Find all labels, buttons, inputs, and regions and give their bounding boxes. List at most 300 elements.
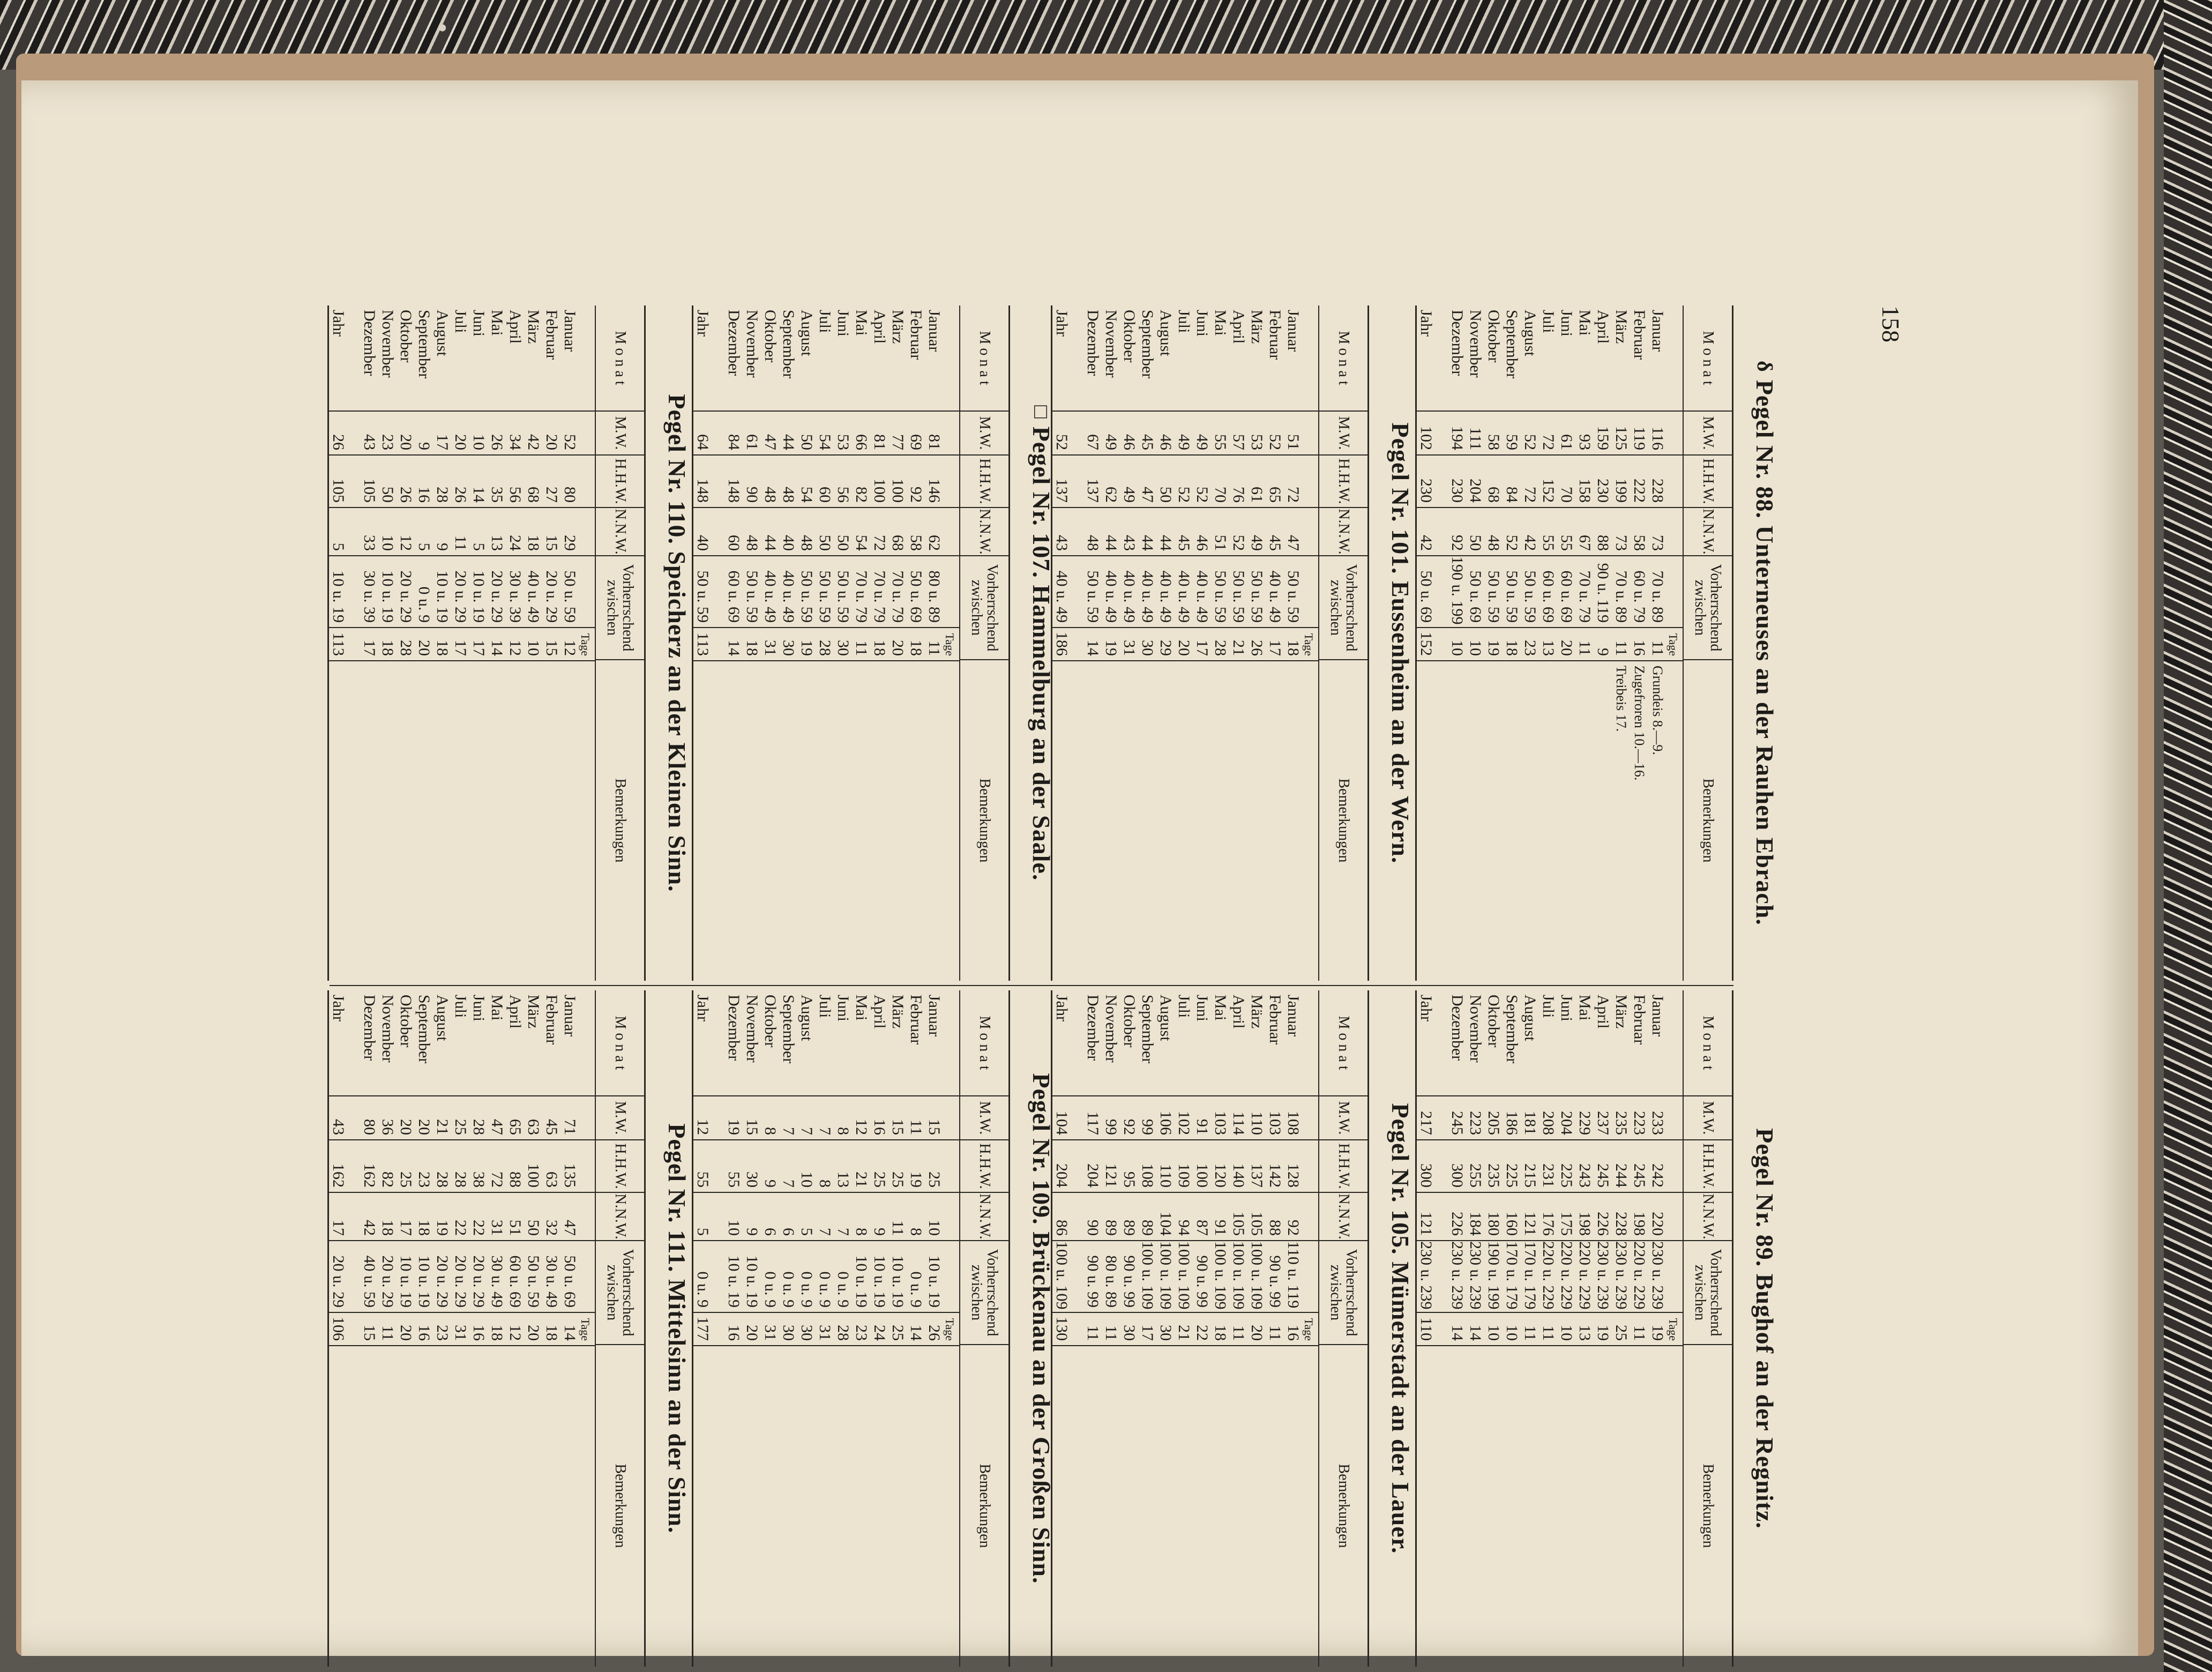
col-tage — [1052, 628, 1318, 661]
cell-value: 92 — [907, 487, 925, 503]
cell-month: Januar — [1649, 310, 1667, 352]
gauge-table-88 — [1415, 305, 1779, 981]
header-spacer — [579, 556, 592, 627]
cell-month: März — [889, 995, 907, 1029]
cell-month: Mai — [1212, 310, 1229, 336]
cell-value: 19 — [1594, 1325, 1612, 1341]
col-monat — [1417, 990, 1683, 1096]
cell-value: 72 — [1284, 487, 1302, 503]
cell-value: 230 — [1417, 479, 1435, 503]
cell-value: 90 u. 99 — [1193, 1255, 1211, 1308]
page-number: 158 — [1877, 305, 1904, 342]
cell-value: 16 — [470, 1325, 488, 1341]
cell-value: 190 u. 199 — [1448, 556, 1466, 625]
header-spacer — [1667, 508, 1679, 555]
cell-value: 50 u. 59 — [816, 570, 834, 623]
cell-month: Mai — [1576, 310, 1594, 336]
table-body — [693, 305, 959, 981]
table-body — [1417, 990, 1683, 1667]
cell-value: 40 u. 49 — [761, 570, 779, 623]
cell-value: 11 — [452, 535, 469, 551]
cell-value: 40 u. 49 — [1053, 570, 1071, 623]
header-spacer — [943, 990, 956, 1095]
cell-value: 11 — [889, 1220, 907, 1236]
col-tage — [1417, 1313, 1683, 1346]
col-mw — [1417, 1096, 1683, 1140]
cell-value: 10 — [379, 535, 397, 551]
header-spacer — [579, 1241, 592, 1312]
cell-value: 14 — [907, 1325, 925, 1341]
cell-value: 243 — [1576, 1163, 1594, 1188]
table-body — [693, 990, 959, 1667]
cell-value: 109 — [1175, 1163, 1193, 1188]
cell-value: 55 — [1212, 434, 1229, 450]
cell-value: 7 — [834, 1228, 852, 1236]
header-nnw: N.N.W. — [1684, 508, 1732, 556]
header-spacer — [943, 456, 956, 507]
cell-value: 9 — [871, 1228, 888, 1236]
row-gap — [712, 1140, 724, 1192]
cell-value: 117 — [1084, 1111, 1102, 1135]
header-spacer — [1667, 305, 1679, 410]
cell-month: Januar — [1284, 310, 1302, 352]
cell-value: 8 — [761, 1127, 779, 1135]
cell-value: 100 — [1193, 1163, 1211, 1188]
cell-value: 31 — [488, 1220, 506, 1236]
col-nnw — [1417, 508, 1683, 556]
cell-value: 44 — [1102, 535, 1120, 551]
cell-value: 38 — [470, 1171, 488, 1188]
header-spacer — [579, 412, 592, 454]
cell-value: 90 u. 99 — [1084, 1255, 1102, 1308]
cell-value: 30 — [1157, 1325, 1175, 1341]
cell-month: Januar — [925, 995, 943, 1037]
cell-value: 30 — [1120, 1325, 1138, 1341]
table-header-row — [1318, 990, 1367, 1667]
cell-value: 28 — [434, 487, 451, 503]
cell-value: 204 — [1558, 1111, 1575, 1135]
cell-value: 47 — [1284, 535, 1302, 551]
cell-value: 61 — [743, 434, 761, 450]
cell-value: 51 — [1212, 535, 1229, 551]
cell-value: 19 — [907, 1171, 925, 1188]
cell-value: 102 — [1417, 426, 1435, 450]
cell-value: 225 — [1558, 1163, 1575, 1188]
cell-value: 16 — [415, 487, 433, 503]
cell-value: 17 — [470, 640, 488, 656]
cell-value: 10 — [525, 640, 542, 656]
cell-value: 16 — [1631, 640, 1648, 656]
cell-value: 30 — [1139, 640, 1156, 656]
cell-value: 125 — [1612, 426, 1630, 450]
cell-value: 9 — [743, 1228, 761, 1236]
cell-value: 89 — [1102, 1220, 1120, 1236]
cell-value: 47 — [561, 1220, 579, 1236]
cell-value: 19 — [434, 1220, 451, 1236]
cell-value: 60 u. 79 — [1631, 570, 1648, 623]
cell-value: 43 — [361, 434, 378, 450]
header-spacer — [1667, 556, 1679, 627]
cell-value: 22 — [452, 1220, 469, 1236]
cell-value: 24 — [871, 1325, 888, 1341]
cell-value: 25 — [397, 1171, 415, 1188]
cell-value: 72 — [871, 535, 888, 551]
cell-value: 30 u. 39 — [361, 570, 378, 623]
cell-value: 48 — [1084, 535, 1102, 551]
cell-value: 26 — [1248, 640, 1266, 656]
cell-value: 7 — [780, 1127, 797, 1135]
cell-value: 13 — [488, 535, 506, 551]
cell-month: September — [1503, 310, 1521, 379]
cell-value: 67 — [1084, 434, 1102, 450]
cell-value: 11 — [925, 640, 943, 656]
cell-value: 50 — [834, 535, 852, 551]
col-tage — [329, 628, 595, 661]
header-nnw: N.N.W. — [596, 508, 644, 556]
gauge-title-text: Pegel Nr. 88. Unterneuses an der Rauhen Ebrach. — [1751, 379, 1779, 925]
cell-value: 199 — [1612, 479, 1630, 503]
gauge-title — [1010, 305, 1074, 981]
cell-value: 46 — [1157, 434, 1175, 450]
gauge-title-text: Pegel Nr. 111. Mittelsinn an der Sinn. — [663, 1123, 691, 1534]
cell-value: 50 u. 59 — [561, 570, 579, 623]
header-spacer — [1667, 1140, 1679, 1192]
cell-value: 8 — [853, 1228, 870, 1236]
cell-value: 121 — [1521, 1212, 1539, 1236]
cell-value: 20 — [743, 1325, 761, 1341]
cell-value: 13 — [1540, 640, 1557, 656]
cell-value: 25 — [871, 1171, 888, 1188]
cell-value: 70 — [1558, 487, 1575, 503]
cell-value: 90 u. 99 — [1266, 1255, 1284, 1308]
cell-value: 65 — [506, 1119, 524, 1135]
cell-value: 90 u. 99 — [1120, 1255, 1138, 1308]
cell-month: März — [525, 310, 542, 344]
cell-value: 92 — [1448, 535, 1466, 551]
cell-value: 8 — [834, 1127, 852, 1135]
cell-value: 6 — [761, 1228, 779, 1236]
cell-value: 104 — [1053, 1111, 1071, 1135]
cell-value: 108 — [1139, 1163, 1156, 1188]
row-gap — [347, 990, 360, 1095]
cell-value: 30 — [834, 640, 852, 656]
book-binding-right — [2164, 0, 2212, 1672]
cell-value: 10 — [1448, 640, 1466, 656]
cell-value: 100 — [871, 479, 888, 503]
cell-value: 222 — [1631, 479, 1648, 503]
cell-value: 18 — [525, 535, 542, 551]
cell-value: 108 — [1284, 1111, 1302, 1135]
header-spacer — [1667, 1193, 1679, 1240]
cell-value: 84 — [725, 434, 743, 450]
col-tage — [693, 1313, 959, 1346]
col-monat — [1052, 305, 1318, 412]
cell-value: 50 u. 59 — [798, 570, 816, 623]
cell-value: 12 — [397, 535, 415, 551]
cell-value: 19 — [1485, 640, 1503, 656]
cell-value: 10 u. 19 — [853, 1255, 870, 1308]
cell-month: Oktober — [1120, 995, 1138, 1048]
cell-value: 13 — [1576, 1325, 1594, 1341]
cell-value: 11 — [1521, 1325, 1539, 1341]
cell-value: 106 — [1157, 1111, 1175, 1135]
row-gap — [1435, 556, 1448, 627]
cell-value: 45 — [1139, 434, 1156, 450]
cell-value: 15 — [889, 1119, 907, 1135]
cell-value: 20 u. 29 — [452, 1255, 469, 1308]
cell-value: 26 — [330, 434, 347, 450]
cell-value: 60 — [725, 535, 743, 551]
header-vorherrschend: Vorherrschend zwischen — [596, 556, 644, 660]
cell-value: 105 — [1248, 1212, 1266, 1236]
header-spacer — [1302, 1140, 1315, 1192]
cell-month: August — [1157, 995, 1175, 1041]
cell-month: Januar — [925, 310, 943, 352]
cell-value: 9 — [415, 442, 433, 450]
table-header-row — [1318, 305, 1367, 981]
cell-value: 7 — [798, 1127, 816, 1135]
cell-value: 20 — [1558, 640, 1575, 656]
cell-month: Jahr — [330, 310, 347, 337]
cell-value: 204 — [1467, 479, 1484, 503]
tage-subheader: Tage — [943, 1318, 956, 1341]
cell-value: 140 — [1230, 1163, 1247, 1188]
header-hhw: H.H.W. — [596, 1140, 644, 1193]
tage-subheader: Tage — [1667, 1318, 1680, 1341]
header-hhw: H.H.W. — [1319, 456, 1367, 508]
cell-value: 21 — [1230, 640, 1247, 656]
cell-month: April — [506, 995, 524, 1029]
row-gap — [1435, 508, 1448, 555]
header-spacer — [579, 1346, 592, 1667]
cell-month: April — [871, 310, 888, 344]
cell-value: 116 — [1649, 427, 1667, 450]
cell-value: 204 — [1084, 1163, 1102, 1188]
cell-value: 34 — [506, 434, 524, 450]
gauge-table-89 — [1415, 990, 1779, 1667]
cell-month: September — [780, 310, 797, 379]
cell-value: 31 — [761, 1325, 779, 1341]
cell-value: 113 — [330, 632, 347, 656]
row-gap — [347, 508, 360, 555]
header-nnw: N.N.W. — [960, 508, 1008, 556]
cell-value: 63 — [525, 1119, 542, 1135]
col-vorherrschend — [1417, 1241, 1683, 1313]
cell-value: 50 u. 59 — [1485, 570, 1503, 623]
cell-value: 16 — [725, 1325, 743, 1341]
cell-month: August — [798, 995, 816, 1041]
cell-month: Dezember — [725, 310, 743, 376]
cell-value: 20 u. 29 — [379, 1255, 397, 1308]
cell-month: Dezember — [1448, 995, 1466, 1061]
cell-value: 20 — [415, 640, 433, 656]
col-mw — [1052, 412, 1318, 456]
row-gap — [1435, 1140, 1448, 1192]
cell-value: 17 — [452, 640, 469, 656]
cell-value: 47 — [1139, 487, 1156, 503]
cell-value: 100 u. 109 — [1248, 1241, 1266, 1310]
tage-subheader: Tage — [579, 633, 592, 656]
cell-month: Juni — [1558, 310, 1575, 337]
header-spacer — [1302, 556, 1315, 627]
cell-value: 9 — [1594, 648, 1612, 656]
cell-value: 56 — [834, 487, 852, 503]
col-bemerkungen — [1052, 1346, 1318, 1667]
cell-value: 100 — [525, 1163, 542, 1188]
col-vorherrschend — [1417, 556, 1683, 628]
cell-value: 114 — [1230, 1111, 1247, 1135]
header-vorherrschend: Vorherrschend zwischen — [960, 1241, 1008, 1345]
gauge-marker: δ — [1753, 361, 1777, 372]
cell-month: Jahr — [694, 310, 712, 337]
header-spacer — [1302, 508, 1315, 555]
cell-value: 100 — [889, 479, 907, 503]
row-gap — [712, 556, 724, 627]
row-gap — [347, 412, 360, 454]
tage-subheader: Tage — [943, 633, 956, 656]
cell-month: Juli — [1175, 995, 1193, 1018]
row-gap — [347, 1140, 360, 1192]
cell-value: 51 — [506, 1220, 524, 1236]
cell-month: März — [1612, 995, 1630, 1029]
cell-value: 11 — [1266, 1325, 1284, 1341]
row-gap — [712, 1096, 724, 1139]
cell-value: 48 — [798, 535, 816, 551]
header-bemerkungen: Bemerkungen — [976, 1464, 993, 1548]
row-gap — [347, 1096, 360, 1139]
cell-month: September — [1139, 310, 1156, 379]
cell-value: 17 — [397, 1220, 415, 1236]
cell-value: 68 — [525, 487, 542, 503]
col-nnw — [329, 508, 595, 556]
cell-value: 40 u. 49 — [525, 570, 542, 623]
cell-value: 0 u. 9 — [834, 1271, 852, 1308]
cell-value: 230 u. 239 — [1594, 1241, 1612, 1310]
cell-value: 82 — [379, 1171, 397, 1188]
cell-month: März — [1248, 995, 1266, 1029]
cell-value: 6 — [780, 1228, 797, 1236]
cell-value: 66 — [853, 434, 870, 450]
cell-value: 88 — [506, 1171, 524, 1188]
header-vorherrschend: Vorherrschend zwischen — [596, 1241, 644, 1345]
gauge-table-107 — [692, 305, 1056, 981]
cell-value: 70 u. 89 — [1612, 570, 1630, 623]
cell-month: März — [889, 310, 907, 344]
col-bemerkungen — [693, 1346, 959, 1667]
cell-value: 94 — [1175, 1220, 1193, 1236]
cell-month: November — [379, 995, 397, 1063]
cell-value: 25 — [889, 1171, 907, 1188]
row-gap — [347, 305, 360, 410]
cell-value: 137 — [1084, 479, 1102, 503]
header-mw: M.W. — [1684, 412, 1732, 456]
cell-value: 47 — [488, 1119, 506, 1135]
header-spacer — [1667, 1346, 1679, 1667]
cell-month: März — [1612, 310, 1630, 344]
cell-value: 48 — [761, 487, 779, 503]
header-spacer — [1302, 412, 1315, 454]
cell-month: Oktober — [397, 995, 415, 1048]
cell-value: 186 — [1053, 632, 1071, 656]
header-hhw: H.H.W. — [960, 1140, 1008, 1193]
col-nnw — [1052, 508, 1318, 556]
cell-month: September — [1139, 995, 1156, 1064]
col-vorherrschend — [1052, 556, 1318, 628]
cell-value: 69 — [907, 434, 925, 450]
cell-value: 162 — [361, 1163, 378, 1188]
cell-value: 11 — [907, 1119, 925, 1135]
cell-value: 11 — [1230, 1325, 1247, 1341]
cell-value: 92 — [1120, 1119, 1138, 1135]
header-monat: M o n a t — [960, 990, 1008, 1096]
cell-value: 50 u. 59 — [1084, 570, 1102, 623]
cell-value: 11 — [853, 640, 870, 656]
cell-month: März — [1248, 310, 1266, 344]
cell-value: 46 — [1120, 434, 1138, 450]
cell-remark: Zugefroren 10.—16. — [1632, 666, 1647, 781]
cell-value: 20 u. 29 — [470, 1255, 488, 1308]
cell-value: 148 — [725, 479, 743, 503]
cell-value: 130 — [1053, 1317, 1071, 1341]
cell-value: 0 u. 9 — [780, 1271, 797, 1308]
cell-month: November — [379, 310, 397, 378]
cell-value: 230 — [1448, 479, 1466, 503]
cell-value: 60 u. 69 — [1540, 570, 1557, 623]
cell-value: 99 — [1139, 1119, 1156, 1135]
cell-value: 103 — [1212, 1111, 1229, 1135]
gauge-title — [1733, 990, 1797, 1667]
cell-value: 63 — [543, 1171, 561, 1188]
cell-value: 14 — [725, 640, 743, 656]
cell-month: Oktober — [761, 995, 779, 1048]
cell-value: 23 — [1521, 640, 1539, 656]
cell-value: 60 u. 69 — [1558, 570, 1575, 623]
cell-value: 50 u. 59 — [1503, 570, 1521, 623]
gauge-table-110 — [327, 305, 691, 981]
cell-value: 50 u. 59 — [525, 1255, 542, 1308]
col-hhw — [329, 1140, 595, 1193]
header-vorherrschend: Vorherrschend zwischen — [960, 556, 1008, 660]
cell-value: 11 — [1612, 640, 1630, 656]
cell-month: Juni — [470, 995, 488, 1022]
cell-month: Oktober — [1485, 310, 1503, 363]
cell-value: 50 u. 69 — [907, 570, 925, 623]
cell-value: 71 — [561, 1119, 579, 1135]
cell-value: 14 — [1467, 1325, 1484, 1341]
cell-value: 70 u. 79 — [889, 570, 907, 623]
col-nnw — [693, 508, 959, 556]
cell-value: 230 u. 239 — [1649, 1241, 1667, 1310]
cell-value: 16 — [415, 1325, 433, 1341]
cell-month: Januar — [1649, 995, 1667, 1037]
cell-value: 13 — [834, 1171, 852, 1188]
row-gap — [712, 456, 724, 507]
header-mw: M.W. — [1319, 1096, 1367, 1140]
cell-value: 300 — [1417, 1163, 1435, 1188]
cell-value: 58 — [1631, 535, 1648, 551]
cell-value: 103 — [1266, 1111, 1284, 1135]
cell-value: 10 u. 19 — [925, 1255, 943, 1308]
cell-value: 15 — [543, 640, 561, 656]
cell-month: Februar — [907, 310, 925, 360]
cell-month: Dezember — [361, 310, 378, 376]
cell-value: 20 — [543, 434, 561, 450]
cell-value: 242 — [1649, 1163, 1667, 1188]
cell-value: 20 u. 29 — [330, 1255, 347, 1308]
table-header-row — [959, 305, 1008, 981]
gauge-table-101 — [1051, 305, 1415, 981]
cell-value: 52 — [1175, 487, 1193, 503]
